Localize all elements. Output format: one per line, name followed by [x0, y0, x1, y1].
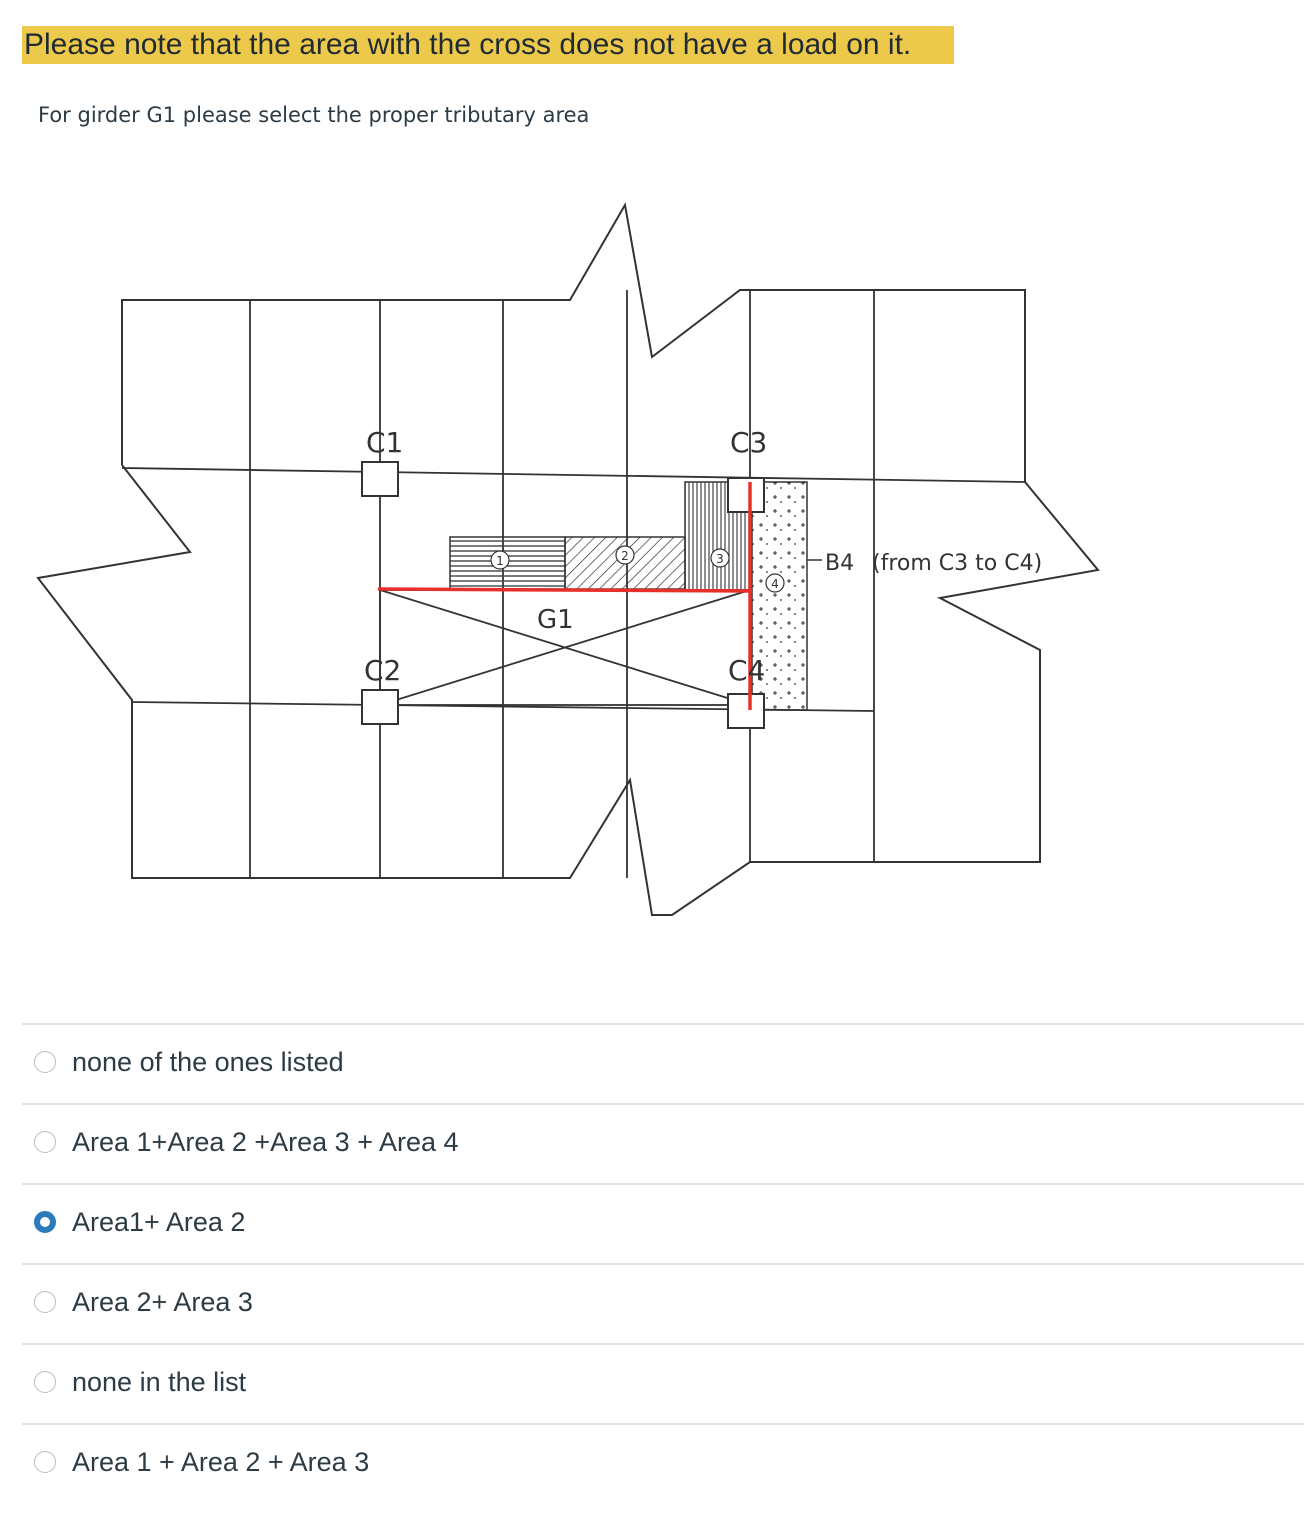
- label-b4: B4: [825, 551, 855, 576]
- column-c4: [728, 694, 764, 728]
- answer-label[interactable]: Area 1 + Area 2 + Area 3: [72, 1447, 370, 1477]
- answer-label[interactable]: none in the list: [72, 1367, 247, 1397]
- radio-button-selected[interactable]: [34, 1211, 56, 1233]
- answer-option-5[interactable]: [22, 1343, 1304, 1423]
- answer-label[interactable]: Area 2+ Area 3: [72, 1287, 253, 1317]
- column-c3: [728, 478, 764, 512]
- question-prompt: For girder G1 please select the proper tributary area: [38, 103, 590, 127]
- answer-option-3[interactable]: [22, 1183, 1304, 1263]
- marker-1: 1: [496, 554, 504, 568]
- radio-button[interactable]: [34, 1051, 56, 1073]
- answer-option-4[interactable]: [22, 1263, 1304, 1343]
- answer-list: [22, 1023, 1304, 1503]
- label-c4: C4: [728, 654, 766, 687]
- marker-4: 4: [771, 577, 779, 591]
- load-note-banner: Please note that the area with the cross does not have a load on it.: [22, 26, 954, 64]
- label-g1: G1: [537, 605, 574, 635]
- column-c2: [362, 690, 398, 724]
- radio-button[interactable]: [34, 1291, 56, 1313]
- radio-button[interactable]: [34, 1451, 56, 1473]
- label-c2: C2: [364, 654, 402, 687]
- marker-2: 2: [621, 549, 629, 563]
- label-c3: C3: [730, 426, 768, 459]
- answer-label[interactable]: Area 1+Area 2 +Area 3 + Area 4: [72, 1127, 459, 1157]
- radio-button[interactable]: [34, 1131, 56, 1153]
- column-c1: [362, 462, 398, 496]
- floor-plan-diagram: [0, 190, 1304, 930]
- answer-option-1[interactable]: [22, 1023, 1304, 1103]
- answer-label[interactable]: none of the ones listed: [72, 1047, 344, 1077]
- answer-label[interactable]: Area1+ Area 2: [72, 1207, 246, 1237]
- answer-option-6[interactable]: [22, 1423, 1304, 1503]
- label-c1: C1: [366, 426, 404, 459]
- marker-3: 3: [716, 552, 724, 566]
- radio-button[interactable]: [34, 1371, 56, 1393]
- label-b4-note: (from C3 to C4): [872, 551, 1043, 576]
- answer-option-2[interactable]: [22, 1103, 1304, 1183]
